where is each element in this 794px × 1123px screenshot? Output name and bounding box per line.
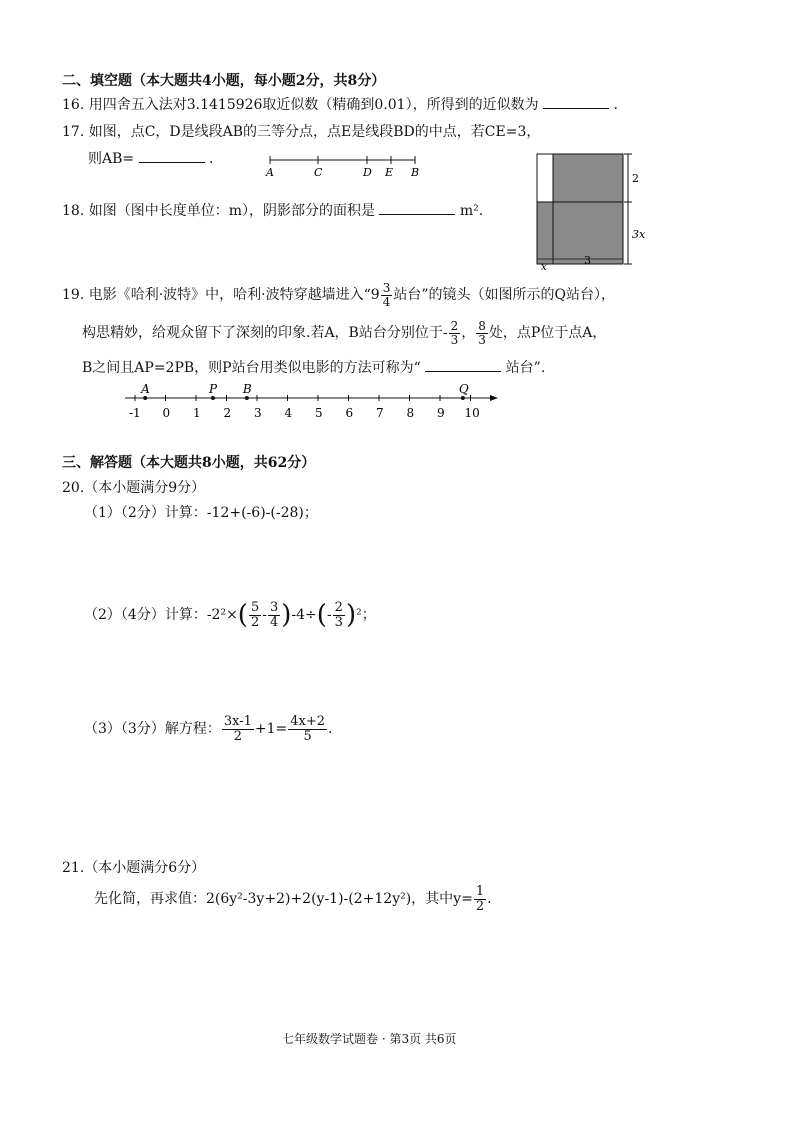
q17-text: 则AB= (88, 151, 135, 167)
question-19-line2: 构思精妙，给观众留下了深刻的印象.若A，B站台分别位于- $\frac{2}{3}$ ， $\frac{8}{3}$ 处，点P位于点A， (82, 318, 607, 347)
q18-end: . (478, 203, 484, 219)
q18-unit: m² (459, 203, 479, 219)
q17-answer-blank[interactable] (139, 150, 205, 163)
q19-fraction-a: $\frac{2}{3}$ (450, 318, 459, 347)
q19-text-d: 处，点P位于点A， (488, 325, 607, 341)
q18-text: 18. 如图（图中长度单位：m），阴影部分的面积是 (62, 203, 375, 219)
q19-number-line (120, 380, 505, 424)
point-b (245, 396, 249, 400)
tick-label: 0 (162, 406, 171, 420)
q18-dim-top: 2 (632, 172, 639, 185)
q17-segment-figure (260, 150, 430, 180)
question-16 (62, 94, 618, 114)
tick-label: 8 (406, 406, 415, 420)
section3-heading: 三、解答题（本大题共8小题，共62分） (62, 455, 316, 471)
q19-fraction: $\frac{3}{4}$ (382, 280, 391, 309)
q21-body: 先化简，再求值：2(6y²-3y+2)+2(y-1)-(2+12y²)，其中y= $\frac{1}{2}$ . (94, 883, 492, 914)
tick-label: 3 (254, 406, 262, 420)
q17-label-b: B (411, 166, 420, 179)
q17-label-d: D (363, 166, 372, 179)
point-p (211, 396, 215, 400)
tick-label: 4 (284, 406, 293, 420)
tick-label: 7 (376, 406, 384, 420)
q20-part2: （2）（4分）计算：-2²×( $\frac{5}{2}$ - $\frac{3}{4}$ )-4÷(- $\frac{2}{3}$ )²； (84, 599, 376, 630)
question-19-line3 (82, 357, 545, 377)
q16-answer-blank[interactable] (543, 96, 609, 109)
q20-part1: （1）（2分）计算：-12+(-6)-(-28)； (84, 505, 318, 521)
question-17-line1: 17. 如图，点C，D是线段AB的三等分点，点E是线段BD的中点，若CE=3， (62, 124, 541, 140)
tick-label: -1 (129, 406, 141, 420)
q17-label-e: E (385, 166, 394, 179)
q19-text-c: 构思精妙，给观众留下了深刻的印象.若A，B站台分别位于 (82, 325, 443, 341)
q21-title: 21.（本小题满分6分） (62, 860, 206, 876)
q18-dim-3: 3 (584, 254, 591, 267)
tick-label: 9 (437, 406, 445, 420)
q18-dim-bottom: 3x (632, 228, 646, 241)
point-label-p: P (208, 382, 218, 396)
tick-label: 2 (223, 406, 232, 420)
question-18 (62, 200, 483, 220)
q17-end: . (209, 151, 214, 167)
q18-answer-blank[interactable] (379, 202, 455, 215)
point-label-q: Q (458, 382, 469, 396)
q19-text-f: 站台”. (505, 360, 546, 376)
q19-fraction-b: $\frac{8}{3}$ (478, 318, 486, 347)
tick-label: 10 (464, 406, 480, 420)
q18-dim-x: x (541, 262, 547, 273)
point-q (461, 396, 465, 400)
q16-text: 16. 用四舍五入法对3.1415926取近似数（精确到0.01），所得到的近似数为 (62, 97, 539, 113)
point-a (143, 396, 147, 400)
q19-text-b: 站台”的镜头（如图所示的Q站台）， (393, 287, 615, 303)
q18-area-figure (532, 150, 646, 273)
tick-label: 1 (193, 406, 201, 420)
tick-label: 5 (315, 406, 323, 420)
point-label-a: A (141, 382, 150, 396)
question-19-line1 (62, 280, 615, 310)
q20-part3: （3）（3分）解方程： $\frac{3x-1}{2}$ +1= $\frac{4x+2}{5}$ . (84, 713, 333, 744)
q19-text-e: B之间且AP=2PB，则P站台用类似电影的方法可称为“ (82, 360, 421, 376)
question-17-line2 (88, 148, 214, 168)
q17-label-a: A (266, 166, 274, 179)
point-label-b: B (242, 382, 252, 396)
q20-title: 20.（本小题满分9分） (62, 480, 206, 496)
page-footer: 七年级数学试题卷 · 第3页 共6页 (282, 1032, 457, 1046)
q16-end: . (613, 97, 618, 113)
q17-label-c: C (314, 166, 323, 179)
tick-label: 6 (345, 406, 354, 420)
q19-text-a: 19. 电影《哈利·波特》中，哈利·波特穿越墙进入“9 (62, 287, 380, 303)
q19-answer-blank[interactable] (425, 359, 501, 372)
section2-heading: 二、填空题（本大题共4小题，每小题2分，共8分） (62, 73, 386, 89)
